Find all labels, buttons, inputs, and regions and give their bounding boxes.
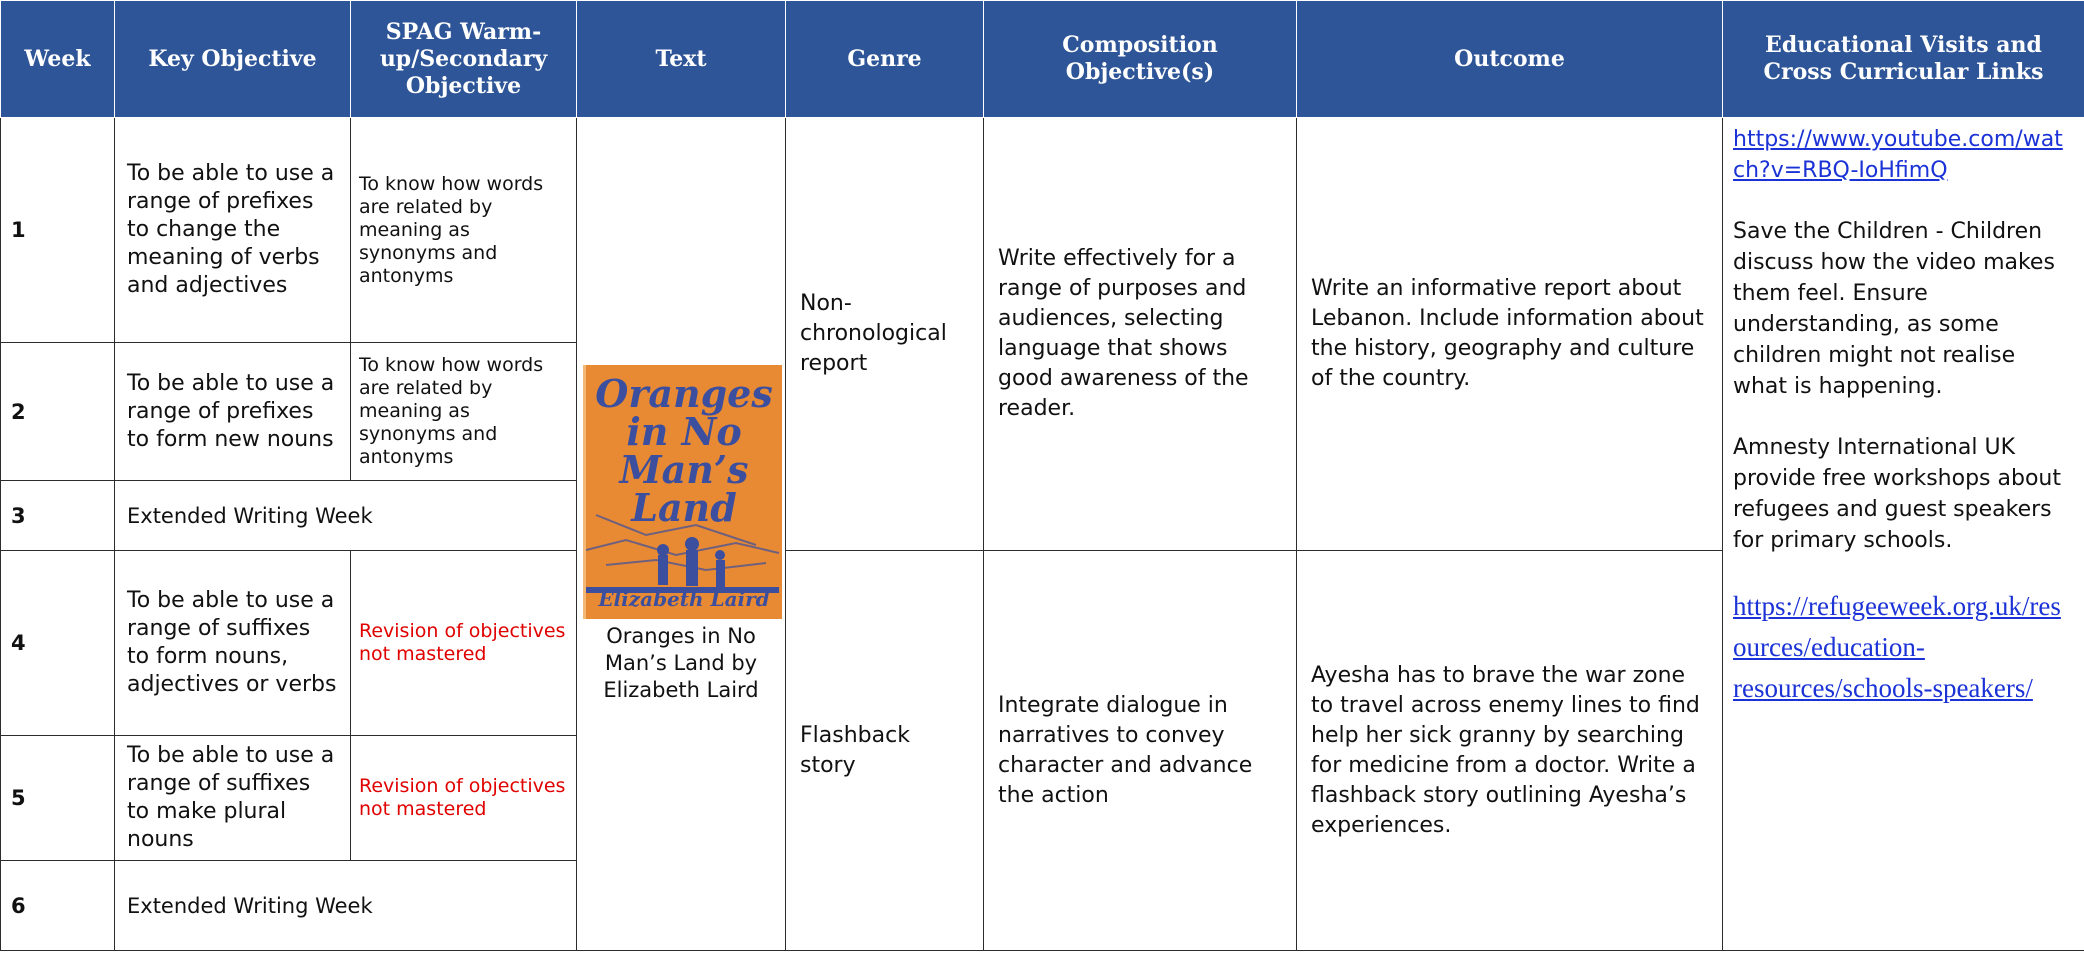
- spag-cell: To know how words are related by meaning as synonyms and antonyms: [351, 343, 577, 481]
- outcome-cell: Write an informative report about Lebanon. Include information about the history, geography and culture of the country.: [1297, 118, 1723, 551]
- spag-cell: Revision of objectives not mastered: [351, 736, 577, 861]
- key-objective-cell: To be able to use a range of prefixes to change the meaning of verbs and adjectives: [115, 118, 351, 343]
- save-the-children-text: Save the Children - Children discuss how the video makes them feel. Ensure understanding, as some children might not realise what is happening.: [1733, 219, 2055, 399]
- week-number: 3: [1, 481, 115, 551]
- composition-cell: Write effectively for a range of purposes and audiences, selecting language that shows good awareness of the reader.: [984, 118, 1297, 551]
- key-objective-cell: To be able to use a range of suffixes to make plural nouns: [115, 736, 351, 861]
- header-text: Text: [577, 1, 786, 118]
- youtube-link[interactable]: https://www.youtube.com/watch?v=RBQ-IoHfimQ: [1733, 127, 2063, 183]
- text-caption: Oranges in No Man’s Land by Elizabeth Laird: [603, 623, 759, 702]
- header-genre: Genre: [786, 1, 984, 118]
- spag-cell: To know how words are related by meaning as synonyms and antonyms: [351, 118, 577, 343]
- header-visits-links: Educational Visits and Cross Curricular Links: [1723, 1, 2084, 118]
- key-objective-cell: To be able to use a range of prefixes to form new nouns: [115, 343, 351, 481]
- header-outcome: Outcome: [1297, 1, 1723, 118]
- text-cell: [577, 118, 786, 951]
- key-objective-cell: To be able to use a range of suffixes to form nouns, adjectives or verbs: [115, 551, 351, 736]
- composition-cell: Integrate dialogue in narratives to convey character and advance the action: [984, 551, 1297, 951]
- header-week: Week: [1, 1, 115, 118]
- cover-title: Oranges in No Man’s Land: [595, 370, 773, 530]
- header-composition: Composition Objective(s): [984, 1, 1297, 118]
- week-number: 1: [1, 118, 115, 343]
- table-row: [1, 118, 2084, 343]
- outcome-cell: Ayesha has to brave the war zone to travel across enemy lines to find help her sick granny by searching for medicine from a doctor. Write a flashback story outlining Ayesha’s experiences.: [1297, 551, 1723, 951]
- week-number: 4: [1, 551, 115, 736]
- cover-author: Elizabeth Laird: [598, 586, 770, 611]
- spag-cell: Revision of objectives not mastered: [351, 551, 577, 736]
- header-spag: SPAG Warm-up/Secondary Objective: [351, 1, 577, 118]
- header-row: [1, 1, 2084, 118]
- extended-writing-cell: Extended Writing Week: [115, 481, 577, 551]
- week-number: 6: [1, 861, 115, 951]
- week-number: 2: [1, 343, 115, 481]
- week-number: 5: [1, 736, 115, 861]
- extended-writing-cell: Extended Writing Week: [115, 861, 577, 951]
- genre-cell: Non-chronological report: [786, 118, 984, 551]
- amnesty-text: Amnesty International UK provide free workshops about refugees and guest speakers for primary schools.: [1733, 435, 2061, 553]
- genre-cell: Flashback story: [786, 551, 984, 951]
- refugee-week-link[interactable]: https://refugeeweek.org.uk/resources/education-resources/schools-speakers/: [1733, 591, 2061, 703]
- visits-links-cell: [1723, 118, 2084, 951]
- book-cover-image: [583, 365, 782, 619]
- header-key-objective: Key Objective: [115, 1, 351, 118]
